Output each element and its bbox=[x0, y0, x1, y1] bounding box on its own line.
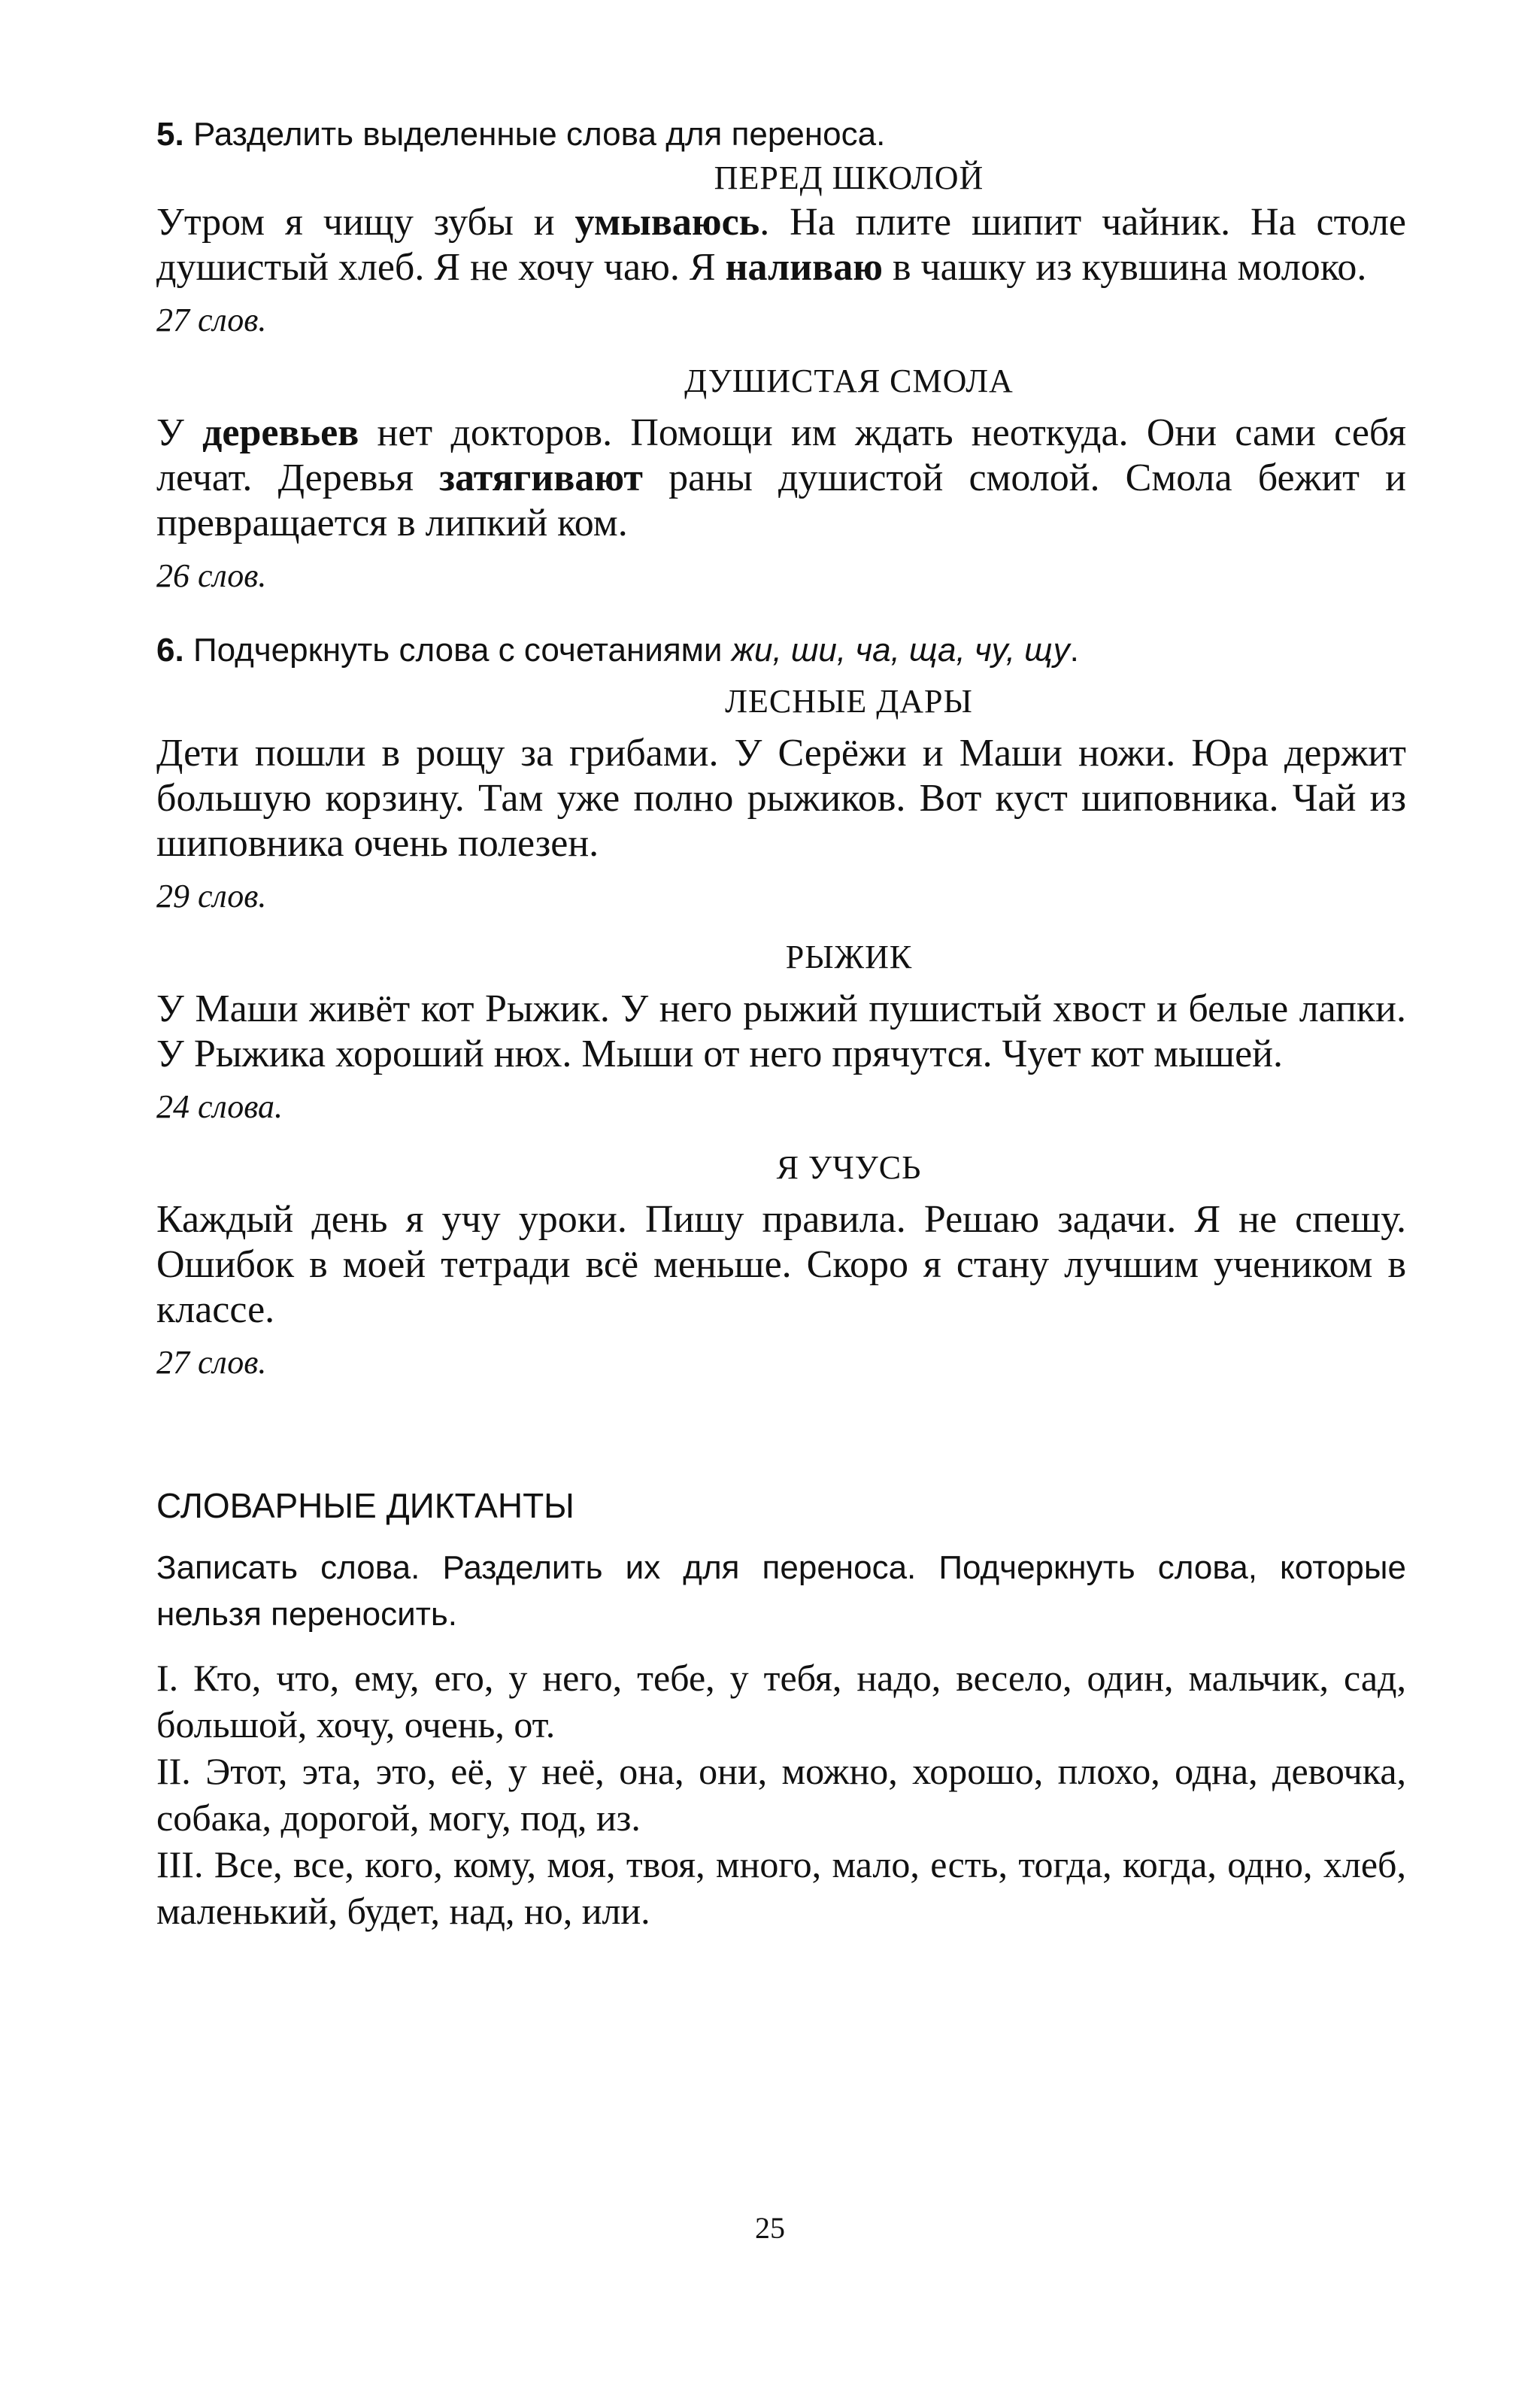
highlighted-word: умываюсь bbox=[574, 201, 760, 244]
letter-combinations: жи, ши, ча, ща, чу, щу bbox=[731, 632, 1070, 669]
page-content bbox=[156, 113, 1406, 1934]
text-fragment: в чашку из кувшина молоко. bbox=[882, 246, 1367, 289]
task-number: 5. bbox=[156, 116, 184, 153]
dictation-number: I. bbox=[156, 1657, 179, 1699]
task-instruction: Подчеркнуть слова с сочетаниями bbox=[192, 632, 732, 669]
task-5 bbox=[156, 113, 1406, 156]
text-fragment: . На плите шипит чайник. На столе душистый хлеб. Я не хочу чаю. Я bbox=[156, 201, 1406, 289]
dictation-item bbox=[156, 1841, 1406, 1934]
text-body bbox=[156, 411, 1406, 546]
dictation-number: III. bbox=[156, 1843, 204, 1885]
text-fragment: нет докторов. Помощи им ждать неоткуда. Они сами себя лечат. Деревья bbox=[156, 411, 1406, 499]
dictation-number: II. bbox=[156, 1750, 191, 1792]
dictation-words: Все, все, кого, кому, моя, твоя, много, мало, есть, тогда, когда, одно, хлеб, маленький, будет, над, но, или. bbox=[156, 1843, 1406, 1932]
dictation-item bbox=[156, 1655, 1406, 1748]
text-title: РЫЖИК bbox=[785, 939, 913, 975]
page-number: 25 bbox=[755, 2211, 785, 2245]
task-instruction-end: . bbox=[1069, 632, 1079, 669]
word-count: 24 слова. bbox=[156, 1088, 283, 1125]
dictation-words: Этот, эта, это, её, у неё, она, они, можно, хорошо, плохо, одна, девочка, собака, дорогой, могу, под, из. bbox=[156, 1750, 1407, 1839]
highlighted-word: наливаю bbox=[725, 246, 883, 289]
text-body: Каждый день я учу уроки. Пишу правила. Решаю задачи. Я не спешу. Ошибок в моей тетради всё меньше. Скоро я стану лучшим учеником в классе. bbox=[156, 1198, 1406, 1331]
text-title: ДУШИСТАЯ СМОЛА bbox=[684, 362, 1014, 399]
dictation-instruction: Записать слова. Разделить их для переноса. Подчеркнуть слова, которые нельзя переносить. bbox=[156, 1549, 1406, 1633]
text-body: У Маши живёт кот Рыжик. У него рыжий пушистый хвост и белые лапки. У Рыжика хороший нюх. Мыши от него прячутся. Чует кот мышей. bbox=[156, 987, 1406, 1075]
task-number: 6. bbox=[156, 632, 184, 669]
dictation-words: Кто, что, ему, его, у него, тебе, у тебя, надо, весело, один, мальчик, сад, большой, хочу, очень, от. bbox=[156, 1657, 1406, 1746]
section-heading: СЛОВАРНЫЕ ДИКТАНТЫ bbox=[156, 1486, 574, 1525]
task-6 bbox=[156, 629, 1406, 672]
word-count: 27 слов. bbox=[156, 1344, 267, 1381]
word-count: 29 слов. bbox=[156, 878, 267, 914]
highlighted-word: деревьев bbox=[202, 411, 359, 454]
word-count: 26 слов. bbox=[156, 557, 267, 594]
text-fragment: Утром я чищу зубы и bbox=[156, 201, 575, 244]
word-count: 27 слов. bbox=[156, 302, 267, 338]
text-title: Я УЧУСЬ bbox=[776, 1149, 922, 1186]
highlighted-word: затягивают bbox=[439, 456, 643, 499]
text-fragment: раны душистой смолой. Смола бежит и превращается в липкий ком. bbox=[156, 456, 1406, 544]
text-body: Дети пошли в рощу за грибами. У Серёжи и Маши ножи. Юра держит большую корзину. Там уже полно рыжиков. Вот куст шиповника. Чай из шиповника очень полезен. bbox=[156, 732, 1406, 865]
text-title: ЛЕСНЫЕ ДАРЫ bbox=[725, 683, 973, 720]
text-title: ПЕРЕД ШКОЛОЙ bbox=[714, 159, 984, 196]
text-fragment: У bbox=[156, 411, 203, 454]
task-instruction: Разделить выделенные слова для переноса. bbox=[192, 116, 886, 153]
dictation-item bbox=[156, 1748, 1406, 1841]
text-body bbox=[156, 200, 1406, 290]
